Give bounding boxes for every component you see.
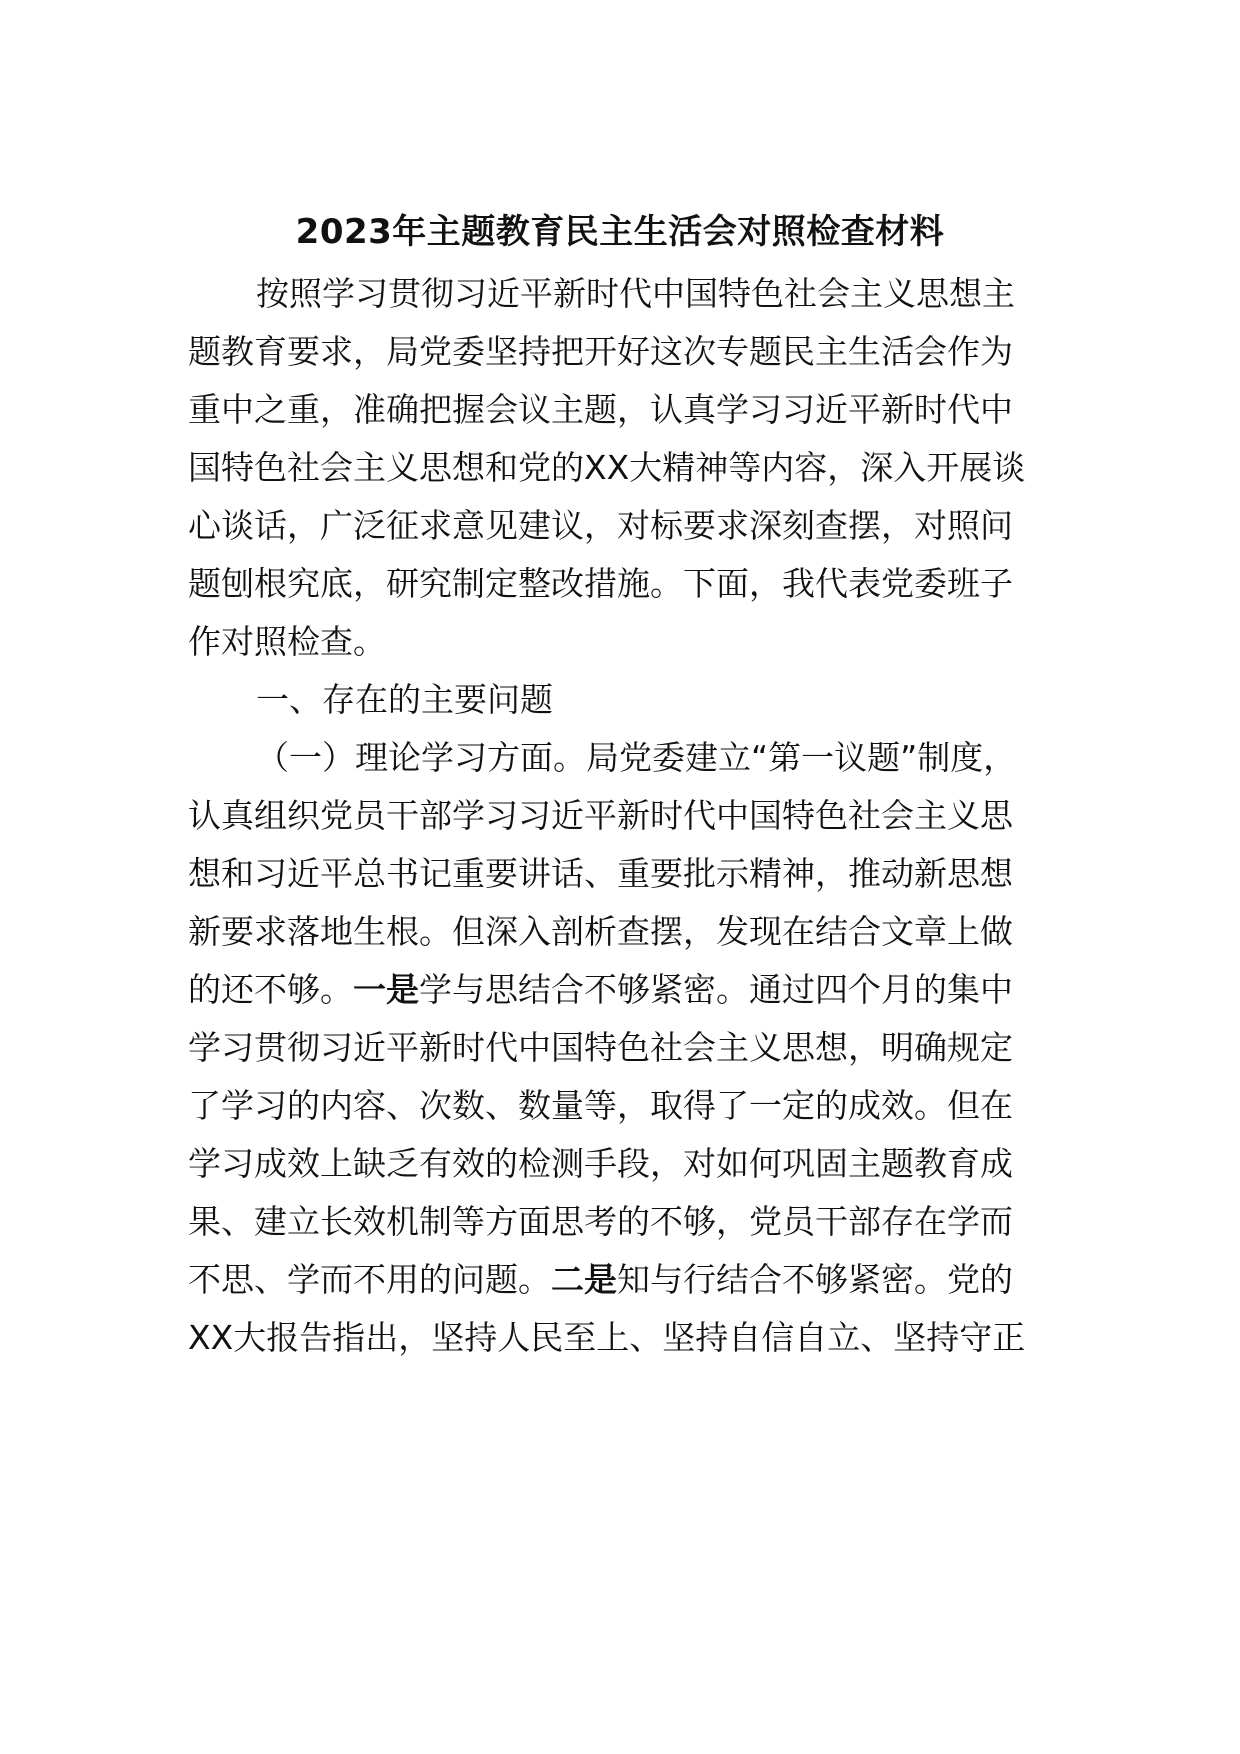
paragraph-line: 学习成效上缺乏有效的检测手段，对如何巩固主题教育成 — [188, 1144, 1013, 1183]
paragraph-line: 心谈话，广泛征求意见建议，对标要求深刻查摆，对照问 — [188, 506, 1013, 545]
paragraph-line: 学习贯彻习近平新时代中国特色社会主义思想，明确规定 — [188, 1028, 1013, 1067]
paragraph-line: 题教育要求，局党委坚持把开好这次专题民主生活会作为 — [188, 332, 1013, 371]
paragraph-line: 了学习的内容、次数、数量等，取得了一定的成效。但在 — [188, 1086, 1013, 1125]
document-title: 2023年主题教育民主生活会对照检查材料 — [295, 212, 945, 252]
paragraph-line — [188, 1258, 1013, 1302]
paragraph-line: 国特色社会主义思想和党的XX大精神等内容，深入开展谈 — [188, 448, 1026, 487]
section-heading: 一、存在的主要问题 — [256, 680, 553, 719]
text-run: 知与行结合不够紧密。党的 — [617, 1260, 1013, 1299]
paragraph-line: 题刨根究底，研究制定整改措施。下面，我代表党委班子 — [188, 564, 1013, 603]
paragraph-line: 重中之重，准确把握会议主题，认真学习习近平新时代中 — [188, 390, 1013, 429]
paragraph-line: 作对照检查。 — [188, 622, 386, 661]
paragraph-line: 认真组织党员干部学习习近平新时代中国特色社会主义思 — [188, 796, 1013, 835]
point-marker: 一是 — [353, 970, 419, 1009]
text-run: 的还不够。 — [188, 970, 353, 1009]
point-marker: 二是 — [551, 1260, 617, 1299]
paragraph-line: 果、建立长效机制等方面思考的不够，党员干部存在学而 — [188, 1202, 1013, 1241]
text-run: 不思、学而不用的问题。 — [188, 1260, 551, 1299]
paragraph-line: 新要求落地生根。但深入剖析查摆，发现在结合文章上做 — [188, 912, 1013, 951]
paragraph-line: 按照学习贯彻习近平新时代中国特色社会主义思想主 — [256, 274, 1015, 313]
paragraph-line: 想和习近平总书记重要讲话、重要批示精神，推动新思想 — [188, 854, 1013, 893]
paragraph-line: （一）理论学习方面。局党委建立“第一议题”制度， — [256, 738, 1017, 777]
text-run: 学与思结合不够紧密。通过四个月的集中 — [419, 970, 1013, 1009]
paragraph-line — [188, 968, 1013, 1012]
paragraph-line: XX大报告指出，坚持人民至上、坚持自信自立、坚持守正 — [188, 1318, 1026, 1357]
